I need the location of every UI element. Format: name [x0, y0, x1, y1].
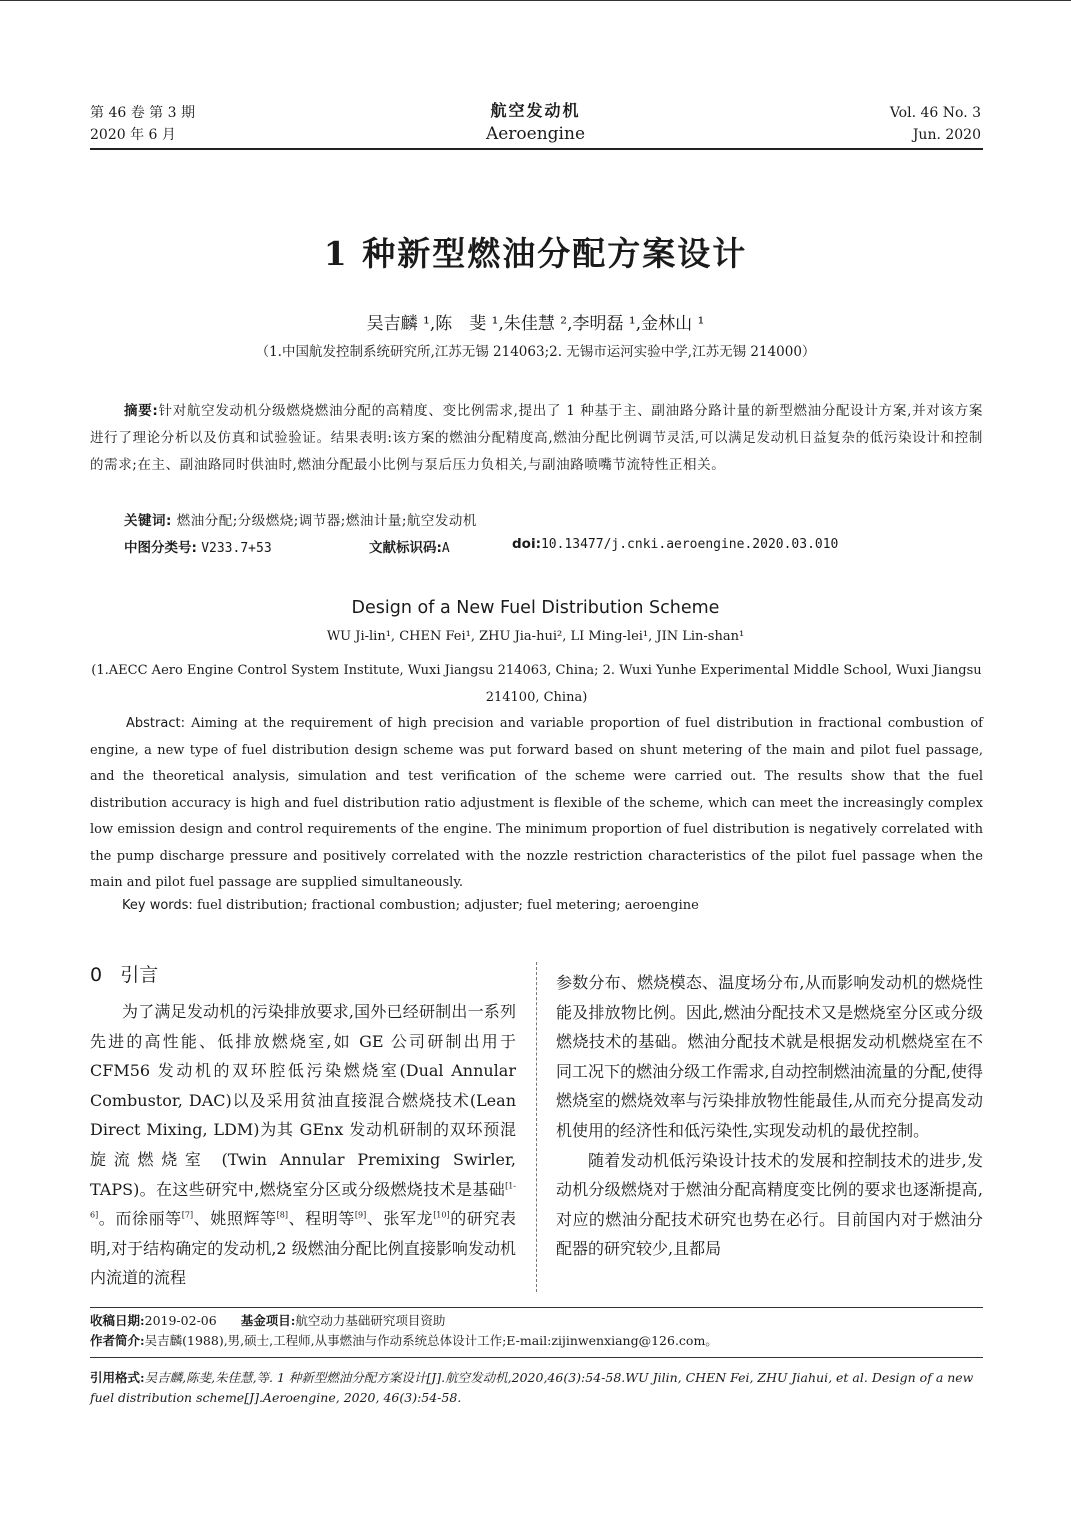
section-number: 0 — [90, 964, 103, 986]
abstract-cn-label: 摘要: — [124, 403, 159, 419]
clc-number — [124, 536, 272, 556]
abstract-cn-text: 针对航空发动机分级燃烧燃油分配的高精度、变比例需求,提出了 1 种基于主、副油路分路计量的新型燃油分配设计方案,并对该方案进行了理论分析以及仿真和试验验证。结果表明:该方案的燃油分配精度高,燃油分配比例调节灵活,可以满足发动机日益复杂的低污染设计和控制的需求;在主、副油路同时供油时,燃油分配最小比例与泵后压力负相关,与副油路喷嘴节流特性正相关。 — [90, 403, 983, 473]
body-column-left — [90, 997, 516, 1293]
footnote-line — [90, 1311, 718, 1331]
body-text: 的研究表明,对于结构确定的发动机,2 级燃油分配比例直接影响发动机内流道的流程 — [90, 1209, 516, 1288]
abstract-en — [90, 711, 983, 897]
section-title: 引言 — [120, 964, 159, 986]
doi-label: doi: — [512, 536, 541, 552]
header-rule — [90, 148, 983, 150]
keywords-cn-text: 燃油分配;分级燃烧;调节器;燃油计量;航空发动机 — [176, 513, 477, 529]
paper-title-cn: 1 种新型燃油分配方案设计 — [323, 234, 748, 273]
authors-en: WU Ji-lin¹, CHEN Fei¹, ZHU Jia-hui², LI Ming-lei¹, JIN Lin-shan¹ — [326, 629, 745, 644]
issue-date-en: Jun. 2020 — [912, 127, 981, 143]
document-code — [369, 536, 450, 556]
doc-code-label: 文献标识码: — [369, 540, 442, 556]
citation-label: 引用格式: — [90, 1370, 145, 1385]
received-label: 收稿日期: — [90, 1313, 145, 1328]
reference-marker[interactable]: [10] — [433, 1210, 450, 1220]
footnote-line — [90, 1331, 718, 1351]
journal-name-cn: 航空发动机 — [490, 101, 581, 120]
reference-marker[interactable]: [9] — [354, 1210, 367, 1220]
volume-issue: 第 46 卷 第 3 期 — [90, 105, 195, 121]
keywords-en-text: fuel distribution; fractional combustion; adjuster; fuel metering; aeroengine — [196, 898, 699, 913]
received-date: 2019-02-06 — [144, 1313, 217, 1328]
body-text: 、张军龙 — [366, 1209, 434, 1229]
footnote-rule — [90, 1307, 983, 1308]
body-text: 。而徐丽等 — [98, 1209, 182, 1229]
volume-issue-en: Vol. 46 No. 3 — [889, 105, 981, 121]
citation-rule — [90, 1357, 983, 1358]
abstract-en-label: Abstract: — [126, 716, 185, 731]
paragraph: 参数分布、燃烧模态、温度场分布,从而影响发动机的燃烧性能及排放物比例。因此,燃油分配技术又是燃烧室分区或分级燃烧技术的基础。燃油分配技术就是根据发动机燃烧室在不同工况下的燃油分级工作需求,自动控制燃油流量的分配,使得燃烧室的燃烧效率与污染排放物性能最佳,从而充分提高发动机使用的经济性和低污染性,实现发动机的最优控制。 — [556, 973, 983, 1140]
doi — [512, 536, 838, 552]
clc-value: V233.7+53 — [201, 541, 272, 556]
affiliation-cn: （1.中国航发控制系统研究所,江苏无锡 214063;2. 无锡市运河实验中学,江苏无锡 214000） — [255, 344, 816, 360]
citation-text: 吴吉麟,陈斐,朱佳慧,等. 1 种新型燃油分配方案设计[J].航空发动机,2020,46(3):54-58.WU Jilin, CHEN Fei, ZHU Jiahui, et al. Design of a new fuel distribution scheme[J].Aeroengine, 2020, 46(3):54-58. — [90, 1370, 974, 1405]
keywords-cn — [124, 509, 477, 529]
keywords-en-label: Key words: — [122, 898, 193, 913]
body-column-right — [556, 968, 983, 1264]
paragraph: 随着发动机低污染设计技术的发展和控制技术的进步,发动机分级燃烧对于燃油分配高精度变比例的要求也逐渐提高,对应的燃油分配技术研究也势在必行。目前国内对于燃油分配器的研究较少,且都局 — [556, 1150, 983, 1259]
abstract-en-text: Aiming at the requirement of high precision and variable proportion of fuel distribution in fractional combustion of engine, a new type of fuel distribution design scheme was put forward based on shunt metering of the main and pilot fuel passage, and the theoretical analysis, simulation and test verification of the scheme were carried out. The results show that the fuel distribution accuracy is high and fuel distribution ratio adjustment is flexible of the scheme, which can meet the increasingly complex low emission design and control requirements of the engine. The minimum proportion of fuel distribution is negatively correlated with the pump discharge pressure and positively correlated with the nozzle restriction characteristics of the pilot fuel passage when the main and pilot fuel passage are supplied simultaneously. — [90, 716, 983, 890]
affiliation-en: (1.AECC Aero Engine Control System Institute, Wuxi Jiangsu 214063, China; 2. Wuxi Yunhe Experimental Middle School, Wuxi Jiangsu 214100, China) — [91, 663, 982, 705]
top-border-line — [0, 0, 1071, 1]
issue-date: 2020 年 6 月 — [90, 127, 176, 143]
keywords-cn-label: 关键词: — [124, 513, 172, 529]
reference-marker[interactable]: [8] — [276, 1210, 288, 1220]
authors-cn: 吴吉麟 ¹,陈 斐 ¹,朱佳慧 ²,李明磊 ¹,金林山 ¹ — [366, 314, 705, 334]
author-bio: 吴吉麟(1988),男,硕士,工程师,从事燃油与作动系统总体设计工作;E-mail:zijinwenxiang@126.com。 — [144, 1333, 718, 1348]
doc-code-value: A — [441, 541, 450, 556]
column-divider — [536, 962, 537, 1292]
body-text: 、姚照辉等 — [193, 1209, 277, 1229]
issue-info-en — [890, 102, 981, 146]
section-heading — [90, 960, 158, 987]
footnotes — [90, 1311, 718, 1351]
fund-label: 基金项目: — [240, 1313, 296, 1328]
clc-label: 中图分类号: — [124, 540, 197, 556]
body-text: 为了满足发动机的污染排放要求,国外已经研制出一系列先进的高性能、低排放燃烧室,如 GE 公司研制出用于 CFM56 发动机的双环腔低污染燃烧室(Dual Annular Combustor, DAC)以及采用贫油直接混合燃烧技术(Lean Direct Mixing, LDM)为其 GEnx 发动机研制的双环预混旋流燃烧室 (Twin Annular Premixing Swirler, TAPS)。在这些研究中,燃烧室分区或分级燃烧技术是基础 — [90, 1002, 516, 1199]
reference-marker[interactable]: [1-6] — [90, 1181, 516, 1220]
abstract-cn — [90, 398, 983, 479]
reference-marker[interactable]: [7] — [181, 1210, 194, 1220]
citation — [90, 1368, 983, 1408]
journal-name-en: Aeroengine — [485, 124, 586, 144]
body-text: 、程明等 — [287, 1209, 355, 1229]
paper-title-en: Design of a New Fuel Distribution Scheme — [351, 598, 720, 618]
keywords-en — [122, 898, 699, 913]
doi-value: 10.13477/j.cnki.aeroengine.2020.03.010 — [540, 537, 839, 552]
author-bio-label: 作者简介: — [90, 1333, 145, 1348]
fund-value: 航空动力基础研究项目资助 — [295, 1313, 446, 1328]
